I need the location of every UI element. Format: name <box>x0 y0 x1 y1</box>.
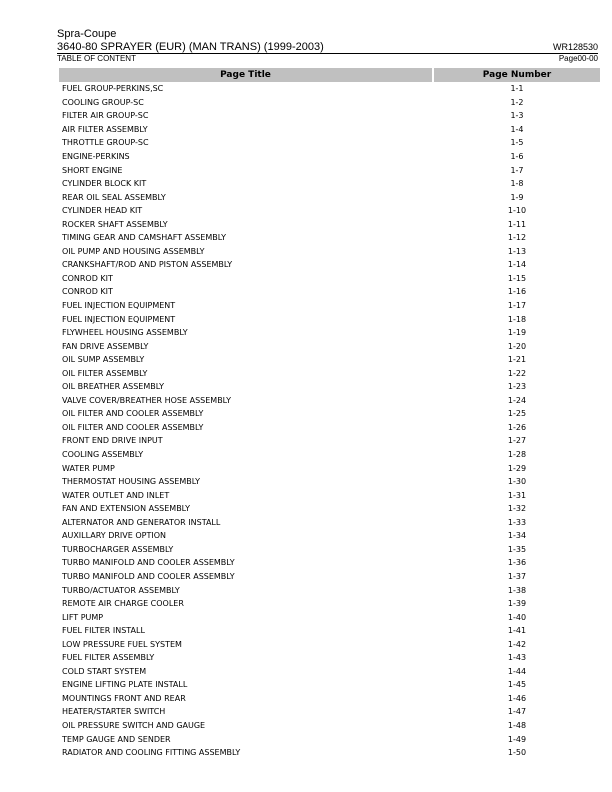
toc-entry-title[interactable]: OIL FILTER ASSEMBLY <box>62 368 148 378</box>
toc-entry-page[interactable]: 1-22 <box>507 368 527 378</box>
toc-entry-title[interactable]: TURBO MANIFOLD AND COOLER ASSEMBLY <box>62 558 235 568</box>
toc-body <box>59 82 600 759</box>
page-number: Page00-00 <box>558 54 598 63</box>
table-row[interactable] <box>59 556 600 570</box>
table-row[interactable] <box>59 123 600 137</box>
table-row[interactable] <box>59 488 600 502</box>
table-row[interactable] <box>59 217 600 231</box>
toc-entry-page[interactable]: 1-9 <box>510 192 524 202</box>
table-row[interactable] <box>59 136 600 150</box>
toc-entry-title[interactable]: FUEL GROUP-PERKINS,SC <box>62 84 164 94</box>
table-row[interactable] <box>59 732 600 746</box>
toc-entry-page[interactable]: 1-15 <box>507 273 527 283</box>
toc-entry-title[interactable]: FUEL INJECTION EQUIPMENT <box>62 314 176 324</box>
toc-entry-title[interactable]: TIMING GEAR AND CAMSHAFT ASSEMBLY <box>62 233 226 243</box>
table-row[interactable] <box>59 421 600 435</box>
table-row[interactable] <box>59 597 600 611</box>
table-row[interactable] <box>59 204 600 218</box>
toc-entry-title[interactable]: ROCKER SHAFT ASSEMBLY <box>62 219 168 229</box>
toc-entry-page[interactable]: 1-49 <box>507 734 527 744</box>
model-title: 3640-80 SPRAYER (EUR) (MAN TRANS) (1999-2003) <box>57 41 324 53</box>
toc-entry-title[interactable]: OIL SUMP ASSEMBLY <box>62 355 145 365</box>
toc-entry-title[interactable]: FUEL FILTER INSTALL <box>62 626 145 636</box>
toc-entry-title[interactable]: LIFT PUMP <box>62 612 104 622</box>
toc-entry-page[interactable]: 1-46 <box>507 693 527 703</box>
toc-entry-page[interactable]: 1-8 <box>510 179 524 189</box>
toc-header-row <box>59 68 600 82</box>
toc-entry-page[interactable]: 1-35 <box>507 544 527 554</box>
table-row[interactable] <box>59 583 600 597</box>
toc-entry-title[interactable]: FLYWHEEL HOUSING ASSEMBLY <box>62 328 188 338</box>
table-row[interactable] <box>59 190 600 204</box>
toc-entry-page[interactable]: 1-25 <box>507 409 527 419</box>
toc-entry-page[interactable]: 1-4 <box>510 124 524 134</box>
toc-entry-page[interactable]: 1-1 <box>510 84 524 94</box>
table-row[interactable] <box>59 258 600 272</box>
table-row[interactable] <box>59 245 600 259</box>
toc-entry-page[interactable]: 1-44 <box>507 666 527 676</box>
table-row[interactable] <box>59 299 600 313</box>
toc-entry-title[interactable]: TURBO/ACTUATOR ASSEMBLY <box>62 585 180 595</box>
table-row[interactable] <box>59 692 600 706</box>
table-row[interactable] <box>59 339 600 353</box>
table-row[interactable] <box>59 272 600 286</box>
table-row[interactable] <box>59 177 600 191</box>
toc-entry-title[interactable]: MOUNTINGS FRONT AND REAR <box>62 693 186 703</box>
toc-entry-title[interactable]: TEMP GAUGE AND SENDER <box>62 734 171 744</box>
toc-entry-page[interactable]: 1-42 <box>507 639 527 649</box>
toc-entry-page[interactable]: 1-26 <box>507 422 527 432</box>
table-row[interactable] <box>59 150 600 164</box>
toc-entry-title[interactable]: CONROD KIT <box>62 287 113 297</box>
toc-entry-page[interactable]: 1-23 <box>507 382 527 392</box>
toc-entry-page[interactable]: 1-39 <box>507 599 527 609</box>
toc-entry-page[interactable]: 1-13 <box>507 246 527 256</box>
toc-entry-title[interactable]: ALTERNATOR AND GENERATOR INSTALL <box>62 517 221 527</box>
document-id: WR128530 <box>552 42 598 52</box>
toc-entry-title[interactable]: FAN DRIVE ASSEMBLY <box>62 341 149 351</box>
table-row[interactable] <box>59 570 600 584</box>
table-row[interactable] <box>59 665 600 679</box>
toc-entry-title[interactable]: COOLING ASSEMBLY <box>62 450 144 460</box>
toc-entry-page[interactable]: 1-7 <box>510 165 524 175</box>
table-row[interactable] <box>59 624 600 638</box>
table-row[interactable] <box>59 678 600 692</box>
toc-entry-page[interactable]: 1-33 <box>507 517 527 527</box>
toc-entry-title[interactable]: HEATER/STARTER SWITCH <box>62 707 166 717</box>
toc-entry-title[interactable]: FILTER AIR GROUP-SC <box>62 111 149 121</box>
toc-entry-page[interactable]: 1-6 <box>510 152 524 161</box>
column-header-page-number: Page Number <box>434 68 600 82</box>
toc-entry-title[interactable]: SHORT ENGINE <box>62 165 123 175</box>
toc-entry-title[interactable]: WATER OUTLET AND INLET <box>62 490 170 500</box>
toc-entry-page[interactable]: 1-34 <box>507 531 527 541</box>
toc-entry-title[interactable]: REAR OIL SEAL ASSEMBLY <box>62 192 166 202</box>
toc-entry-page[interactable]: 1-10 <box>507 206 527 216</box>
table-row[interactable] <box>59 610 600 624</box>
toc-entry-page[interactable]: 1-50 <box>507 748 527 758</box>
toc-entry-title[interactable]: OIL FILTER AND COOLER ASSEMBLY <box>62 409 204 419</box>
toc-entry-page[interactable]: 1-11 <box>507 219 527 229</box>
toc-entry-title[interactable]: COOLING GROUP-SC <box>62 97 144 107</box>
toc-entry-page[interactable]: 1-12 <box>507 233 527 243</box>
brand-name: Spra-Coupe <box>57 28 117 40</box>
toc-entry-title[interactable]: FRONT END DRIVE INPUT <box>62 436 163 446</box>
toc-entry-title[interactable]: THERMOSTAT HOUSING ASSEMBLY <box>62 477 201 487</box>
toc-entry-title[interactable]: THROTTLE GROUP-SC <box>62 138 149 148</box>
table-row[interactable] <box>59 366 600 380</box>
toc-entry-title[interactable]: FUEL FILTER ASSEMBLY <box>62 653 155 663</box>
toc-entry-page[interactable]: 1-43 <box>507 653 527 663</box>
toc-entry-title[interactable]: TURBO MANIFOLD AND COOLER ASSEMBLY <box>62 571 235 581</box>
toc-entry-page[interactable]: 1-32 <box>507 504 527 514</box>
toc-entry-page[interactable]: 1-28 <box>507 450 527 460</box>
table-row[interactable] <box>59 461 600 475</box>
toc-entry-title[interactable]: FUEL INJECTION EQUIPMENT <box>62 301 176 311</box>
table-row[interactable] <box>59 448 600 462</box>
toc-entry-page[interactable]: 1-36 <box>507 558 527 568</box>
table-row[interactable] <box>59 705 600 719</box>
toc-entry-page[interactable]: 1-31 <box>507 490 527 500</box>
toc-entry-title[interactable]: ENGINE-PERKINS <box>62 152 130 161</box>
toc-entry-title[interactable]: OIL PRESSURE SWITCH AND GAUGE <box>62 720 206 730</box>
toc-entry-page[interactable]: 1-24 <box>507 395 527 405</box>
table-row[interactable] <box>59 380 600 394</box>
table-row[interactable] <box>59 719 600 733</box>
table-row[interactable] <box>59 434 600 448</box>
toc-entry-page[interactable]: 1-47 <box>507 707 527 717</box>
toc-entry-title[interactable]: CONROD KIT <box>62 273 113 283</box>
toc-entry-page[interactable]: 1-20 <box>507 341 527 351</box>
table-row[interactable] <box>59 231 600 245</box>
toc-entry-title[interactable]: ENGINE LIFTING PLATE INSTALL <box>62 680 188 690</box>
toc-entry-title[interactable]: CYLINDER HEAD KIT <box>62 206 143 216</box>
table-row[interactable] <box>59 637 600 651</box>
table-row[interactable] <box>59 746 600 760</box>
toc-entry-title[interactable]: COLD START SYSTEM <box>62 666 147 676</box>
toc-entry-page[interactable]: 1-21 <box>507 355 527 365</box>
toc-entry-title[interactable]: CRANKSHAFT/ROD AND PISTON ASSEMBLY <box>62 260 233 270</box>
toc-entry-page[interactable]: 1-48 <box>507 720 527 730</box>
toc-table <box>57 68 602 759</box>
table-row[interactable] <box>59 109 600 123</box>
toc-entry-page[interactable]: 1-19 <box>507 328 527 338</box>
table-row[interactable] <box>59 312 600 326</box>
toc-entry-page[interactable]: 1-37 <box>507 571 527 581</box>
toc-entry-title[interactable]: LOW PRESSURE FUEL SYSTEM <box>62 639 182 649</box>
toc-entry-title[interactable]: RADIATOR AND COOLING FITTING ASSEMBLY <box>62 748 241 758</box>
toc-entry-page[interactable]: 1-29 <box>507 463 527 473</box>
toc-entry-title[interactable]: OIL PUMP AND HOUSING ASSEMBLY <box>62 246 205 256</box>
toc-entry-page[interactable]: 1-41 <box>507 626 527 636</box>
toc-entry-page[interactable]: 1-14 <box>507 260 527 270</box>
toc-entry-page[interactable]: 1-17 <box>507 301 527 311</box>
table-row[interactable] <box>59 651 600 665</box>
toc-entry-page[interactable]: 1-45 <box>507 680 527 690</box>
table-row[interactable] <box>59 163 600 177</box>
toc-entry-title[interactable]: REMOTE AIR CHARGE COOLER <box>62 599 184 609</box>
table-row[interactable] <box>59 96 600 110</box>
toc-entry-title[interactable]: VALVE COVER/BREATHER HOSE ASSEMBLY <box>62 395 231 405</box>
toc-entry-title[interactable]: WATER PUMP <box>62 463 115 473</box>
table-row[interactable] <box>59 326 600 340</box>
toc-entry-page[interactable]: 1-5 <box>510 138 524 148</box>
toc-entry-page[interactable]: 1-3 <box>510 111 524 121</box>
table-row[interactable] <box>59 394 600 408</box>
toc-entry-page[interactable]: 1-18 <box>507 314 527 324</box>
table-row[interactable] <box>59 543 600 557</box>
toc-entry-page[interactable]: 1-38 <box>507 585 527 595</box>
toc-entry-title[interactable]: TURBOCHARGER ASSEMBLY <box>62 544 174 554</box>
toc-entry-page[interactable]: 1-2 <box>510 97 524 107</box>
table-row[interactable] <box>59 353 600 367</box>
toc-entry-page[interactable]: 1-27 <box>507 436 527 446</box>
table-row[interactable] <box>59 285 600 299</box>
toc-entry-page[interactable]: 1-30 <box>507 477 527 487</box>
toc-entry-page[interactable]: 1-16 <box>507 287 527 297</box>
header-divider <box>57 53 598 54</box>
table-row[interactable] <box>59 516 600 530</box>
table-row[interactable] <box>59 475 600 489</box>
table-row[interactable] <box>59 529 600 543</box>
toc-entry-title[interactable]: FAN AND EXTENSION ASSEMBLY <box>62 504 190 514</box>
toc-entry-title[interactable]: AIR FILTER ASSEMBLY <box>62 124 148 134</box>
table-row[interactable] <box>59 407 600 421</box>
toc-entry-title[interactable]: OIL FILTER AND COOLER ASSEMBLY <box>62 422 204 432</box>
toc-entry-title[interactable]: OIL BREATHER ASSEMBLY <box>62 382 165 392</box>
section-title: TABLE OF CONTENT <box>57 54 136 63</box>
toc-entry-title[interactable]: CYLINDER BLOCK KIT <box>62 179 147 189</box>
table-row[interactable] <box>59 82 600 96</box>
toc-entry-page[interactable]: 1-40 <box>507 612 527 622</box>
toc-entry-title[interactable]: AUXILLARY DRIVE OPTION <box>62 531 167 541</box>
column-header-page-title: Page Title <box>59 68 432 82</box>
table-row[interactable] <box>59 502 600 516</box>
